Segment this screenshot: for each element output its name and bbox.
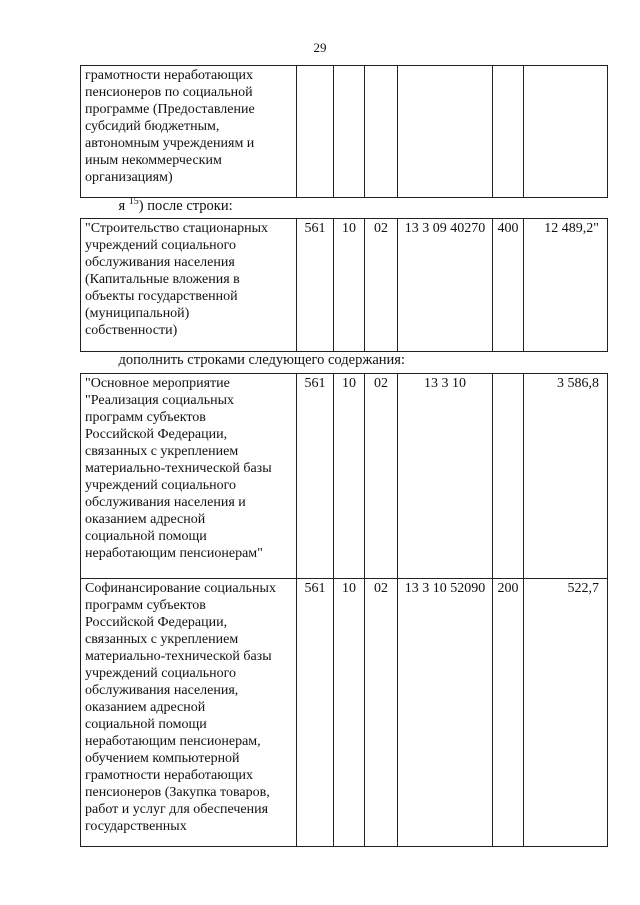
- amount: 12 489,2": [524, 219, 608, 352]
- target-code: 13 3 10 52090: [398, 579, 493, 847]
- footnote-marker: 15: [128, 196, 139, 208]
- section-code: 10: [334, 219, 365, 352]
- expense-type-code: 400: [493, 219, 524, 352]
- row-description: грамотности неработающих пенсионеров по социальной программе (Предоставление субсидий бюджетным, автономным учреждениям и иным некоммерческим организациям): [81, 66, 297, 198]
- ministry-code: 561: [297, 219, 334, 352]
- target-code: 13 3 10: [398, 374, 493, 579]
- note-text: дополнить строками следующего содержания:: [118, 352, 405, 368]
- note-prefix: я: [118, 198, 129, 214]
- expense-type-code: [493, 374, 524, 579]
- note-row: [81, 198, 608, 219]
- ministry-code: 561: [297, 374, 334, 579]
- section-code: 10: [334, 579, 365, 847]
- subsection-code: 02: [365, 219, 398, 352]
- expense-type-code: [493, 66, 524, 198]
- target-code: [398, 66, 493, 198]
- subsection-code: 02: [365, 579, 398, 847]
- budget-table: [80, 65, 608, 847]
- note-row: [81, 352, 608, 374]
- ministry-code: [297, 66, 334, 198]
- table-row: [81, 374, 608, 579]
- table-row: [81, 66, 608, 198]
- amount: 522,7: [524, 579, 608, 847]
- row-description: "Строительство стационарных учреждений социального обслуживания населения (Капитальные вложения в объекты государственной (муниципальной) собственности): [81, 219, 297, 352]
- row-description: "Основное мероприятие "Реализация социальных программ субъектов Российской Федерации, связанных с укреплением материально-технической базы учреждений социального обслуживания населения и оказанием адресной социальной помощи неработающим пенсионерам": [81, 374, 297, 579]
- page-number: 29: [313, 40, 327, 55]
- expense-type-code: 200: [493, 579, 524, 847]
- section-code: [334, 66, 365, 198]
- row-description: Софинансирование социальных программ субъектов Российской Федерации, связанных с укреплением материально-технической базы учреждений социального обслуживания населения, оказанием адресной социальной помощи неработающим пенсионерам, обучением компьютерной грамотности неработающих пенсионеров (Закупка товаров, работ и услуг для обеспечения государственных: [81, 579, 297, 847]
- note-text: ) после строки:: [138, 198, 233, 214]
- section-code: 10: [334, 374, 365, 579]
- table-row: [81, 579, 608, 847]
- subsection-code: 02: [365, 374, 398, 579]
- ministry-code: 561: [297, 579, 334, 847]
- amount: [524, 66, 608, 198]
- table-row: [81, 219, 608, 352]
- target-code: 13 3 09 40270: [398, 219, 493, 352]
- subsection-code: [365, 66, 398, 198]
- amount: 3 586,8: [524, 374, 608, 579]
